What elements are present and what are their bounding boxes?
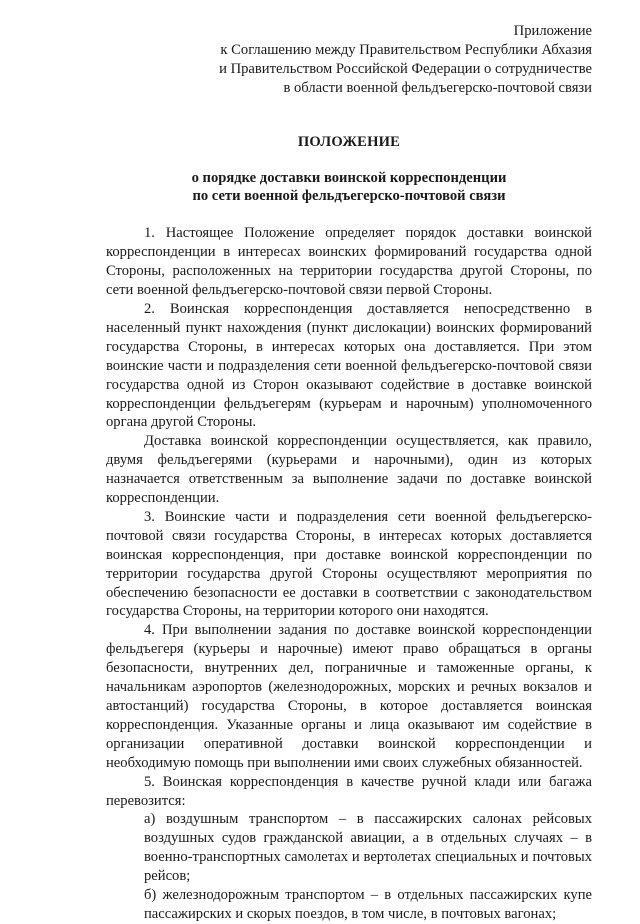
paragraph-4: 4. При выполнении задания по доставке воинской корреспонденции фельдъегеря (курьеры и нарочные) имеют право обращаться в органы безопасности, внутренних дел, пограничные и таможенные органы, к начальникам аэропортов (железнодорожных, морских и речных вокзалов и автостанций) государства Стороны, в которое доставляется воинская корреспонденция. Указанные органы и лица оказывают им содействие в организации оперативной доставки воинской корреспонденции и необходимую помощь при выполнении ими своих служебных обязанностей. <box>106 622 592 771</box>
list-item-b: б) железнодорожным транспортом – в отдельных пассажирских купе пассажирских и скорых поездов, в том числе, в почтовых вагонах; <box>144 887 592 922</box>
paragraph-1: 1. Настоящее Положение определяет порядок доставки воинской корреспонденции в интересах воинских формирований государства одной Стороны, расположенных на территории государства другой Стороны, по сети военной фельдъегерско-почтовой связи первой Стороны. <box>106 225 592 299</box>
document-subtitle <box>106 169 592 207</box>
annex-line: и Правительством Российской Федерации о сотрудничестве <box>219 60 592 77</box>
subtitle-line: по сети военной фельдъегерско-почтовой связи <box>192 188 506 205</box>
paragraph-2: 2. Воинская корреспонденция доставляется непосредственно в населенный пункт нахождения (пункт дислокации) воинских формирований государства Стороны, в интересах которых она доставляется. При этом воинские части и подразделения сети военной фельдъегерско-почтовой связи государства одной из Сторон оказывают содействие в доставке воинской корреспонденции фельдъегерям (курьерам и нарочным) уполномоченного органа другой Стороны. <box>106 300 592 431</box>
annex-line: в области военной фельдъегерско-почтовой связи <box>283 79 592 96</box>
paragraph-2-continued: Доставка воинской корреспонденции осуществляется, как правило, двумя фельдъегерями (курьерами и нарочными), один из которых назначается ответственным за выполнение задачи по доставке воинской корреспонденции. <box>106 433 592 507</box>
document-body <box>106 224 592 924</box>
document-title: ПОЛОЖЕНИЕ <box>297 133 401 150</box>
subtitle-line: о порядке доставки воинской корреспонденции <box>191 169 507 186</box>
paragraph-3: 3. Воинские части и подразделения сети военной фельдъегерско-почтовой связи государства Стороны, в интересах которых доставляется воинская корреспонденция, при доставке воинской корреспонденции по территории государства другой Стороны осуществляют мероприятия по обеспечению безопасности ее доставки в соответствии с законодательством государства Стороны, на территории которого они находятся. <box>106 508 592 620</box>
annex-line: Приложение <box>513 23 592 39</box>
annex-header <box>106 22 592 98</box>
annex-line: к Соглашению между Правительством Республики Абхазия <box>220 41 592 58</box>
paragraph-5: 5. Воинская корреспонденция в качестве ручной клади или багажа перевозится: <box>106 773 592 809</box>
list-item-a: а) воздушным транспортом – в пассажирских салонах рейсовых воздушных судов гражданской авиации, а в отдельных случаях – в военно-транспортных самолетах и вертолетах специальных и почтовых рейсов; <box>144 811 592 885</box>
